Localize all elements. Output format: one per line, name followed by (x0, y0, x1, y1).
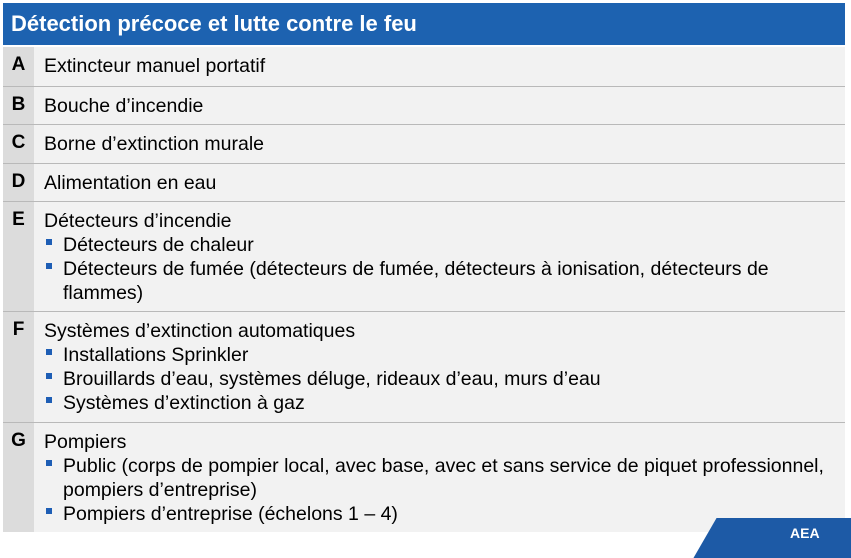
bullet-item (44, 367, 839, 391)
row-title: Détecteurs d’incendie (44, 210, 232, 232)
logo: AEA (790, 525, 820, 541)
bullet-list (44, 233, 839, 305)
row-content (34, 202, 845, 311)
table-row-a (3, 47, 845, 87)
table-row-g (3, 423, 845, 532)
bullet-square-icon (46, 263, 52, 269)
row-content (34, 47, 845, 86)
bullet-square-icon (46, 460, 52, 466)
row-title: Extincteur manuel portatif (44, 55, 266, 77)
table-row-b (3, 87, 845, 125)
bullet-square-icon (46, 239, 52, 245)
table-row-e (3, 202, 845, 312)
bullet-item (44, 257, 839, 305)
row-content (34, 164, 845, 201)
bullet-item (44, 343, 839, 367)
row-title: Alimentation en eau (44, 172, 217, 194)
row-letter: D (3, 164, 34, 201)
row-content (34, 312, 845, 422)
bullet-item (44, 454, 839, 502)
bullet-square-icon (46, 397, 52, 403)
bullet-text: Systèmes d’extinction à gaz (63, 392, 305, 414)
bullet-item (44, 391, 839, 415)
bullet-list (44, 454, 839, 526)
bullet-text: Détecteurs de chaleur (63, 234, 254, 256)
bullet-text: Installations Sprinkler (63, 344, 249, 366)
bullet-square-icon (46, 373, 52, 379)
bullet-item (44, 233, 839, 257)
row-content (34, 125, 845, 163)
table-title: Détection précoce et lutte contre le feu (11, 11, 417, 36)
bullet-square-icon (46, 508, 52, 514)
table-row-d (3, 164, 845, 202)
bullet-text: Pompiers d’entreprise (échelons 1 – 4) (63, 503, 398, 525)
table-header (3, 3, 845, 47)
row-title: Borne d’extinction murale (44, 133, 265, 155)
bullet-text: Détecteurs de fumée (détecteurs de fumée, détecteurs à ionisation, détecteurs de flammes) (63, 258, 769, 304)
row-title: Bouche d’incendie (44, 95, 204, 117)
row-content (34, 87, 845, 124)
bullet-text: Brouillards d’eau, systèmes déluge, rideaux d’eau, murs d’eau (63, 368, 601, 390)
table-row-f (3, 312, 845, 423)
row-letter: A (3, 47, 34, 86)
row-letter: E (3, 202, 34, 311)
bullet-list (44, 343, 839, 415)
logo-shape (693, 518, 851, 558)
row-letter: F (3, 312, 34, 422)
row-content (34, 423, 845, 532)
row-title: Pompiers (44, 431, 127, 453)
row-title: Systèmes d’extinction automatiques (44, 320, 356, 342)
row-letter: B (3, 87, 34, 124)
table-row-c (3, 125, 845, 164)
bullet-square-icon (46, 349, 52, 355)
bullet-text: Public (corps de pompier local, avec base, avec et sans service de piquet professionnel, pompiers d’entreprise) (63, 455, 824, 501)
fire-detection-table (3, 3, 845, 536)
row-letter: G (3, 423, 34, 532)
row-letter: C (3, 125, 34, 163)
